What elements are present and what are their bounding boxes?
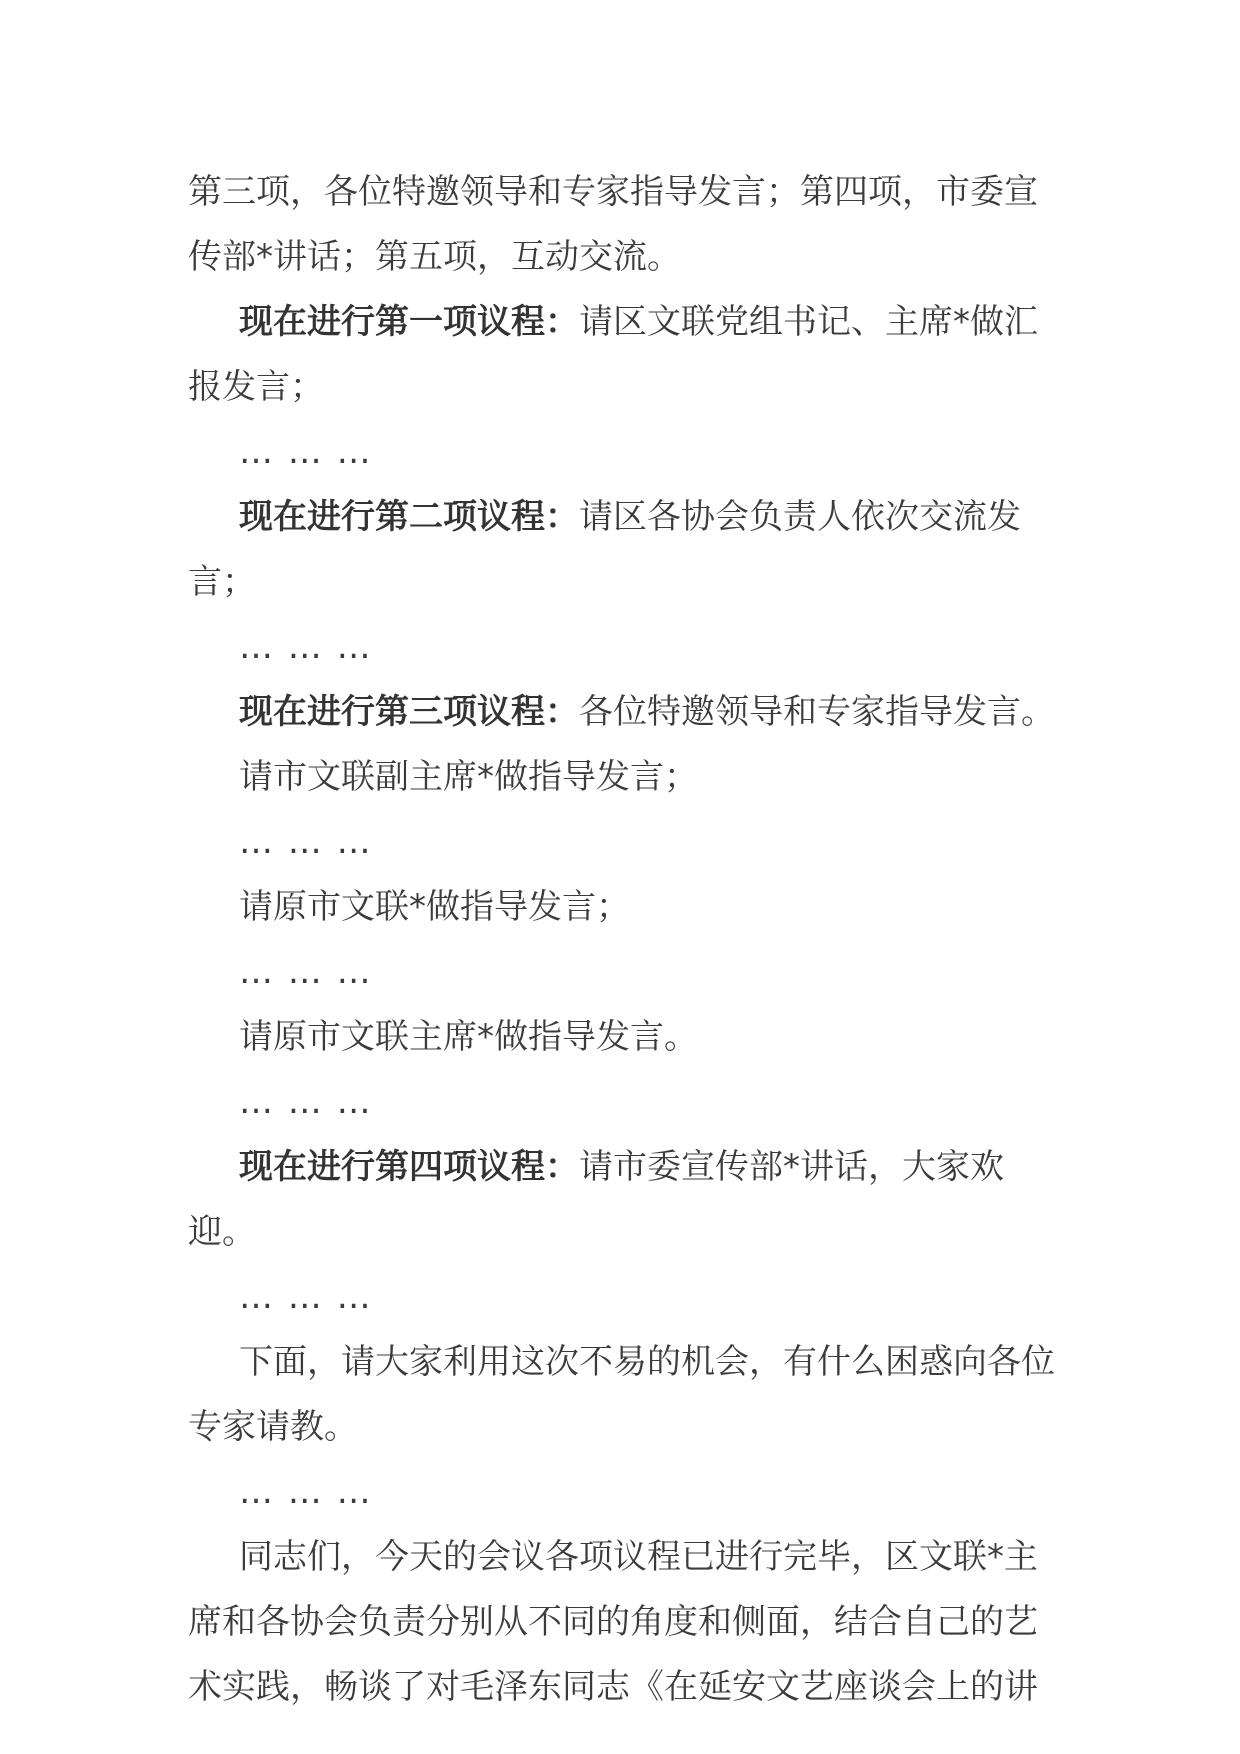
agenda-item-4-text: 请市委宣传部*讲话，大家欢迎。 [188,1147,1004,1252]
agenda-item-3-heading: 现在进行第三项议程： [239,692,579,732]
speaker-2-paragraph: 请原市文联*做指导发言； [239,887,630,927]
ellipsis-line: … … … [239,432,373,472]
agenda-item-1-text: 请区文联党组书记、主席*做汇报发言； [188,302,1038,407]
interaction-paragraph: 下面，请大家利用这次不易的机会，有什么困惑向各位专家请教。 [188,1342,1055,1447]
agenda-item-3-text: 各位特邀领导和专家指导发言。 [579,692,1055,732]
ellipsis-line: … … … [239,1472,373,1512]
agenda-item-4-heading: 现在进行第四项议程： [239,1147,579,1187]
agenda-item-1-heading: 现在进行第一项议程： [239,302,579,342]
agenda-summary-paragraph: 第三项，各位特邀领导和专家指导发言；第四项，市委宣传部*讲话；第五项，互动交流。 [188,172,1038,277]
agenda-item-4-paragraph [188,1135,1068,1265]
speaker-3-paragraph: 请原市文联主席*做指导发言。 [239,1017,698,1057]
ellipsis-line: … … … [239,1082,373,1122]
agenda-item-2-paragraph [188,485,1068,615]
agenda-item-2-text: 请区各协会负责人依次交流发言； [188,497,1021,602]
ellipsis-line: … … … [239,952,373,992]
ellipsis-line: … … … [239,627,373,667]
document-page [188,160,1068,1720]
agenda-item-3-paragraph [188,680,1068,745]
speaker-1-paragraph: 请市文联副主席*做指导发言； [239,757,698,797]
ellipsis-line: … … … [239,1277,373,1317]
ellipsis-line: … … … [239,822,373,862]
agenda-item-1-paragraph [188,290,1068,420]
agenda-item-2-heading: 现在进行第二项议程： [239,497,579,537]
closing-paragraph: 同志们，今天的会议各项议程已进行完毕，区文联*主席和各协会负责分别从不同的角度和侧面，结合自己的艺术实践，畅谈了对毛泽东同志《在延安文艺座谈会上的讲 [188,1537,1038,1707]
